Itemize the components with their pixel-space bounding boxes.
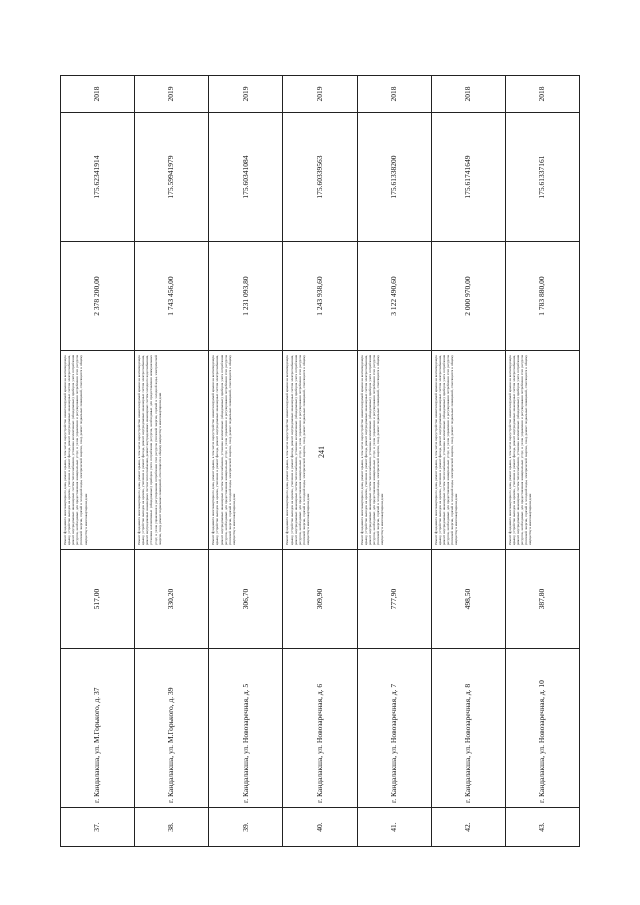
works-list: Ремонт фундамента многоквартирного дома, ремонт крыши, в том числе переустройство невентилируемой крыши на вентилируемую крышу, устройство выходов на кровлю, утепление и ремонт фасада, ремонт внутридомовых инженерных систем электроснабжения, ремонт внутридомовых инженерных систем теплоснабжения, установка коллективных (общедомовых) приборов учета потребления ресурсов, необходимых для предоставления коммунальных услуг, и узлов управления и регулирования потребления этих ресурсов (тепловой энергии, горячей и холодной воды, электрической энергии, газа), ремонт подвальных помещений, относящихся к общему имуществу в многоквартирном доме xyxy=(431,351,505,550)
table-row xyxy=(61,76,135,847)
house-code: 175.61338200 xyxy=(357,113,431,242)
works-cost: 1 783 880,00 xyxy=(505,242,579,351)
page-number: 241 xyxy=(317,446,326,458)
works-list: Ремонт фундамента многоквартирного дома, ремонт крыши, в том числе переустройство невентилируемой крыши на вентилируемую крышу, устройство выходов на кровлю, утепление и ремонт фасада, ремонт внутридомовых инженерных систем электроснабжения, ремонт внутридомовых инженерных систем теплоснабжения, установка коллективных (общедомовых) приборов учета потребления ресурсов, необходимых для предоставления коммунальных услуг, и узлов управления и регулирования потребления этих ресурсов (тепловой энергии, горячей и холодной воды, электрической энергии, газа), ремонт подвальных помещений, относящихся к общему имуществу в многоквартирном доме xyxy=(283,351,357,550)
works-table-area xyxy=(60,75,580,847)
table-row xyxy=(283,76,357,847)
works-year: 2018 xyxy=(431,76,505,113)
house-address: г. Кандалакша, ул. Новозаречная, д. 8 xyxy=(431,649,505,808)
house-code: 175.61337161 xyxy=(505,113,579,242)
table-row xyxy=(135,76,209,847)
works-list: Ремонт фундамента многоквартирного дома, ремонт крыши, в том числе переустройство невентилируемой крыши на вентилируемую крышу, устройство выходов на кровлю, утепление и ремонт фасада, ремонт внутридомовых инженерных систем электроснабжения, ремонт внутридомовых инженерных систем теплоснабжения, установка коллективных (общедомовых) приборов учета потребления ресурсов, необходимых для предоставления коммунальных услуг, и узлов управления и регулирования потребления этих ресурсов (тепловой энергии, горячей и холодной воды, электрической энергии, газа), ремонт подвальных помещений, относящихся к общему имуществу в многоквартирном доме xyxy=(357,351,431,550)
table-row xyxy=(505,76,579,847)
house-code: 175.62341914 xyxy=(61,113,135,242)
table-row xyxy=(209,76,283,847)
works-cost: 1 231 093,80 xyxy=(209,242,283,351)
works-list: Ремонт фундамента многоквартирного дома, ремонт крыши, в том числе переустройство невентилируемой крыши на вентилируемую крышу, устройство выходов на кровлю, утепление и ремонт фасада, ремонт внутридомовых инженерных систем электроснабжения, ремонт внутридомовых инженерных систем теплоснабжения, установка коллективных (общедомовых) приборов учета потребления ресурсов, необходимых для предоставления коммунальных услуг, и узлов управления и регулирования потребления этих ресурсов (тепловой энергии, горячей и холодной воды, электрической энергии, газа), ремонт подвальных помещений, относящихся к общему имуществу в многоквартирном доме xyxy=(61,351,135,550)
row-number: 38. xyxy=(135,808,209,847)
house-address: г. Кандалакша, ул. Новозаречная, д. 6 xyxy=(283,649,357,808)
table-row xyxy=(431,76,505,847)
house-address: г. Кандалакша, ул. Новозаречная, д. 5 xyxy=(209,649,283,808)
house-area: 309,90 xyxy=(283,550,357,649)
house-address: г. Кандалакша, ул. М.Горького, д. 37 xyxy=(61,649,135,808)
row-number: 42. xyxy=(431,808,505,847)
house-address: г. Кандалакша, ул. М.Горького, д. 39 xyxy=(135,649,209,808)
works-year: 2019 xyxy=(135,76,209,113)
row-number: 39. xyxy=(209,808,283,847)
house-code: 175.61741649 xyxy=(431,113,505,242)
works-year: 2019 xyxy=(209,76,283,113)
table-row xyxy=(357,76,431,847)
works-year: 2019 xyxy=(283,76,357,113)
works-list: Ремонт фундамента многоквартирного дома, ремонт крыши, в том числе переустройство невентилируемой крыши на вентилируемую крышу, устройство выходов на кровлю, утепление и ремонт фасада, ремонт внутридомовых инженерных систем электроснабжения, ремонт внутридомовых инженерных систем теплоснабжения, установка коллективных (общедомовых) приборов учета потребления ресурсов, необходимых для предоставления коммунальных услуг, и узлов управления и регулирования потребления этих ресурсов (тепловой энергии, горячей и холодной воды, электрической энергии, газа), ремонт подвальных помещений, относящихся к общему имуществу в многоквартирном доме xyxy=(505,351,579,550)
works-cost: 2 000 970,00 xyxy=(431,242,505,351)
capital-repair-table xyxy=(60,75,580,847)
row-number: 41. xyxy=(357,808,431,847)
works-cost: 1 243 938,60 xyxy=(283,242,357,351)
house-address: г. Кандалакша, ул. Новозаречная, д. 10 xyxy=(505,649,579,808)
row-number: 43. xyxy=(505,808,579,847)
row-number: 37. xyxy=(61,808,135,847)
works-year: 2018 xyxy=(357,76,431,113)
house-area: 517,00 xyxy=(61,550,135,649)
house-code: 175.60341084 xyxy=(209,113,283,242)
house-area: 387,80 xyxy=(505,550,579,649)
works-list: Ремонт фундамента многоквартирного дома, ремонт крыши, в том числе переустройство невентилируемой крыши на вентилируемую крышу, устройство выходов на кровлю, утепление и ремонт фасада, ремонт внутридомовых инженерных систем электроснабжения, ремонт внутридомовых инженерных систем теплоснабжения, ремонт внутридомовых инженерных систем холодного водоснабжения, установка коллективных (общедомовых) приборов учета потребления ресурсов, необходимых для предоставления коммунальных услуг, и узлов управления и регулирования потребления этих ресурсов (тепловой энергии, горячей и холодной воды, электрической энергии, газа), ремонт подвальных помещений, относящихся к общему имуществу в многоквартирном доме xyxy=(135,351,209,550)
works-cost: 2 378 200,00 xyxy=(61,242,135,351)
works-cost: 3 122 490,60 xyxy=(357,242,431,351)
house-area: 330,20 xyxy=(135,550,209,649)
row-number: 40. xyxy=(283,808,357,847)
works-year: 2018 xyxy=(505,76,579,113)
house-address: г. Кандалакша, ул. Новозаречная, д. 7 xyxy=(357,649,431,808)
house-area: 777,90 xyxy=(357,550,431,649)
works-cost: 1 743 456,00 xyxy=(135,242,209,351)
house-code: 175.59941979 xyxy=(135,113,209,242)
house-code: 175.60339563 xyxy=(283,113,357,242)
house-area: 306,70 xyxy=(209,550,283,649)
works-list: Ремонт фундамента многоквартирного дома, ремонт крыши, в том числе переустройство невентилируемой крыши на вентилируемую крышу, устройство выходов на кровлю, утепление и ремонт фасада, ремонт внутридомовых инженерных систем электроснабжения, ремонт внутридомовых инженерных систем теплоснабжения, установка коллективных (общедомовых) приборов учета потребления ресурсов, необходимых для предоставления коммунальных услуг, и узлов управления и регулирования потребления этих ресурсов (тепловой энергии, горячей и холодной воды, электрической энергии, газа), ремонт подвальных помещений, относящихся к общему имуществу в многоквартирном доме xyxy=(209,351,283,550)
house-area: 498,50 xyxy=(431,550,505,649)
works-year: 2018 xyxy=(61,76,135,113)
rotated-table-wrapper xyxy=(60,75,580,847)
